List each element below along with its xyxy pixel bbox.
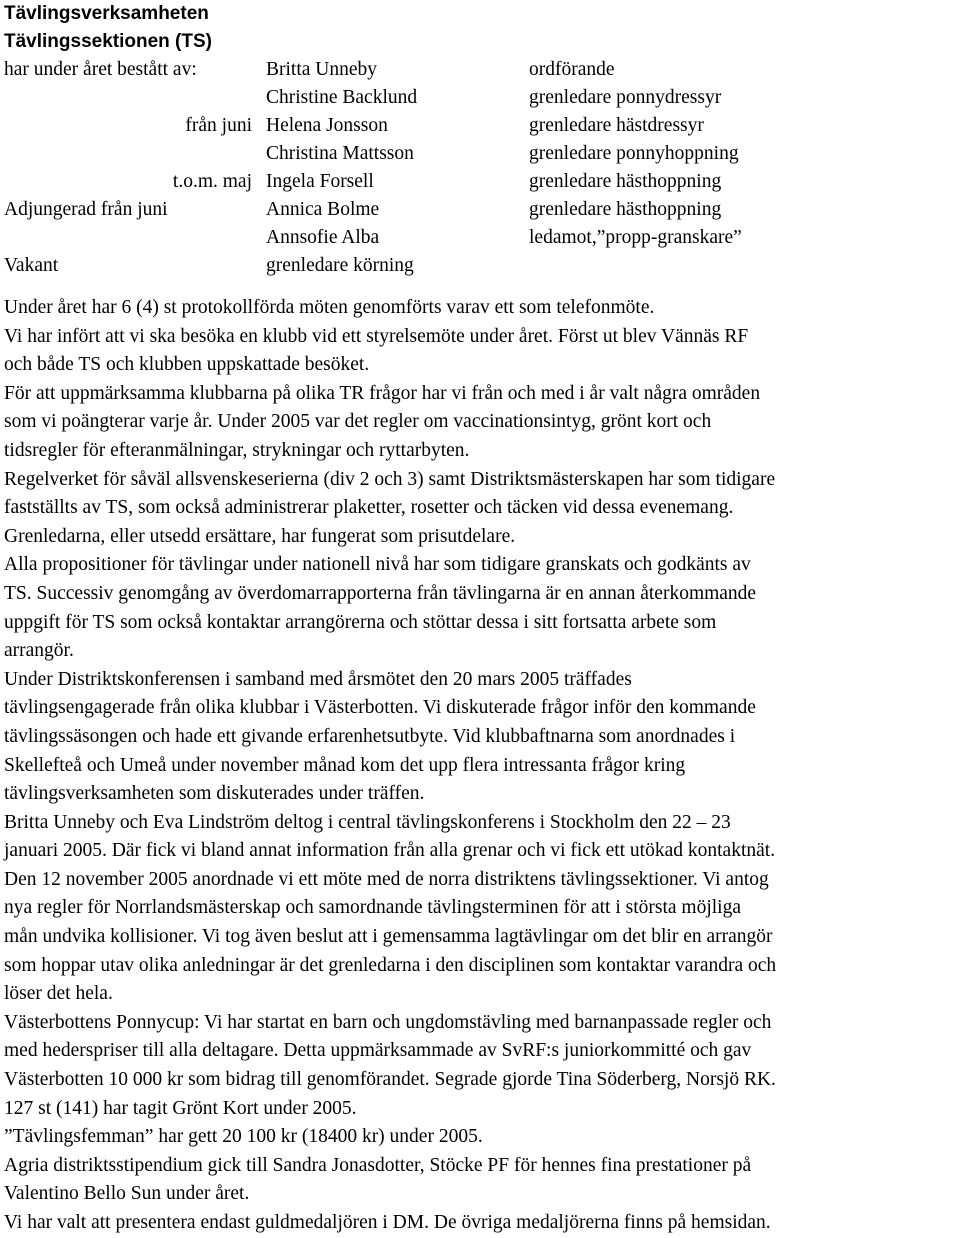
member-note: t.o.m. maj <box>172 171 252 192</box>
text-line: tävlingsverksamheten som diskuterades under träffen. <box>4 783 425 805</box>
text-line: Valentino Bello Sun under året. <box>4 1183 250 1205</box>
section-heading: Tävlingssektionen (TS) <box>4 31 212 52</box>
text-line: som hoppar utav olika anledningar är det grenledarna i den disciplinen som kontaktar varandra och <box>4 954 777 976</box>
text-line: och både TS och klubben uppskattade besöket. <box>4 354 370 376</box>
members-row <box>4 224 958 252</box>
member-role: grenledare ponnyhoppning <box>529 143 739 164</box>
member-name: Helena Jonsson <box>266 115 388 136</box>
text-line: tävlingsengagerade från olika klubbar i Västerbotten. Vi diskuterade frågor inför den kommande <box>4 697 756 719</box>
text-line: Regelverket för såväl allsvenskeserierna (div 2 och 3) samt Distriktsmästerskapen har som tidigare <box>4 468 776 490</box>
text-line: arrangör. <box>4 640 74 662</box>
text-line: 127 st (141) har tagit Grönt Kort under 2005. <box>4 1097 357 1119</box>
spacer <box>4 280 958 294</box>
text-line: januari 2005. Där fick vi bland annat information från alla grenar och vi fick ett utökad kontaktnät. <box>4 840 776 862</box>
member-role: grenledare ponnydressyr <box>529 87 722 108</box>
text-line: mån undvika kollisioner. Vi tog även beslut att i gemensamma lagtävlingar om det blir en arrangör <box>4 926 773 948</box>
members-row <box>4 84 958 112</box>
text-line: Vi har infört att vi ska besöka en klubb vid ett styrelsemöte under året. Först ut blev Vännäs RF <box>4 325 749 347</box>
member-name: Christina Mattsson <box>266 143 414 164</box>
text-line: Under året har 6 (4) st protokollförda möten genomförts varav ett som telefonmöte. <box>4 297 655 318</box>
member-role: ordförande <box>529 59 615 80</box>
text-line: Agria distriktsstipendium gick till Sandra Jonasdotter, Stöcke PF för hennes fina prestationer på <box>4 1154 752 1176</box>
member-role: ledamot,”propp-granskare” <box>529 227 742 248</box>
text-line: Västerbotten 10 000 kr som bidrag till genomförandet. Segrade gjorde Tina Söderberg, Norsjö RK. <box>4 1069 776 1091</box>
members-intro: har under året bestått av: <box>4 59 197 80</box>
body-text <box>4 294 958 1238</box>
text-line: För att uppmärksamma klubbarna på olika TR frågor har vi från och med i år valt några områden <box>4 382 761 404</box>
text-line: som vi poängterar varje år. Under 2005 var det regler om vaccinationsintyg, grönt kort och <box>4 411 712 433</box>
member-note: från juni <box>185 115 252 136</box>
text-line: med hederspriser till alla deltagare. Detta uppmärksammade av SvRF:s juniorkommitté och gav <box>4 1040 752 1062</box>
member-name: Annica Bolme <box>266 199 380 220</box>
member-name: grenledare körning <box>266 255 414 276</box>
text-line: tävlingssäsongen och hade ett givande erfarenhetsutbyte. Vid klubbaftnarna som anordnades i <box>4 725 736 747</box>
member-note: Vakant <box>4 255 59 276</box>
text-line: Västerbottens Ponnycup: Vi har startat en barn och ungdomstävling med barnanpassade regler och <box>4 1011 772 1033</box>
text-line: fastställts av TS, som också administrerar plaketter, rosetter och täcken vid dessa evenemang. <box>4 497 734 519</box>
text-line: Alla propositioner för tävlingar under nationell nivå har som tidigare granskats och godkänts av <box>4 554 751 576</box>
member-name: Britta Unneby <box>266 59 378 80</box>
member-name: Annsofie Alba <box>266 227 380 248</box>
text-line: Den 12 november 2005 anordnade vi ett möte med de norra distriktens tävlingssektioner. Vi antog <box>4 868 769 890</box>
text-line: uppgift för TS som också kontaktar arrangörerna och stöttar dessa i sitt fortsatta arbete som <box>4 611 717 633</box>
text-line: ”Tävlingsfemman” har gett 20 100 kr (18400 kr) under 2005. <box>4 1126 483 1148</box>
text-line: Under Distriktskonferensen i samband med årsmötet den 20 mars 2005 träffades <box>4 668 632 690</box>
text-line: Grenledarna, eller utsedd ersättare, har fungerat som prisutdelare. <box>4 525 516 547</box>
members-row <box>4 168 958 196</box>
member-role: grenledare hästdressyr <box>529 115 704 136</box>
members-row <box>4 140 958 168</box>
text-line: TS. Successiv genomgång av överdomarrapporterna från tävlingarna är en annan återkommande <box>4 582 757 604</box>
members-table <box>4 56 958 280</box>
text-line: nya regler för Norrlandsmästerskap och samordnande tävlingsterminen för att i största möjliga <box>4 897 741 919</box>
member-name: Christine Backlund <box>266 87 418 108</box>
text-line: Skellefteå och Umeå under november månad kom det upp flera intressanta frågor kring <box>4 754 686 776</box>
member-role: grenledare hästhoppning <box>529 199 722 220</box>
members-row <box>4 112 958 140</box>
text-line: Vi har valt att presentera endast guldmedaljören i DM. De övriga medaljörerna finns på hemsidan. <box>4 1212 771 1233</box>
document-page <box>4 0 958 1238</box>
text-line: tidsregler för efteranmälningar, strykningar och ryttarbyten. <box>4 439 470 461</box>
text-line: Britta Unneby och Eva Lindström deltog i central tävlingskonferens i Stockholm den 22 – 23 <box>4 811 731 833</box>
member-note: Adjungerad från juni <box>4 199 168 220</box>
document-title: Tävlingsverksamheten <box>4 3 209 24</box>
member-name: Ingela Forsell <box>266 171 374 192</box>
members-row <box>4 252 958 280</box>
member-role: grenledare hästhoppning <box>529 171 722 192</box>
members-row <box>4 196 958 224</box>
text-line: löser det hela. <box>4 983 113 1005</box>
members-row <box>4 56 958 84</box>
